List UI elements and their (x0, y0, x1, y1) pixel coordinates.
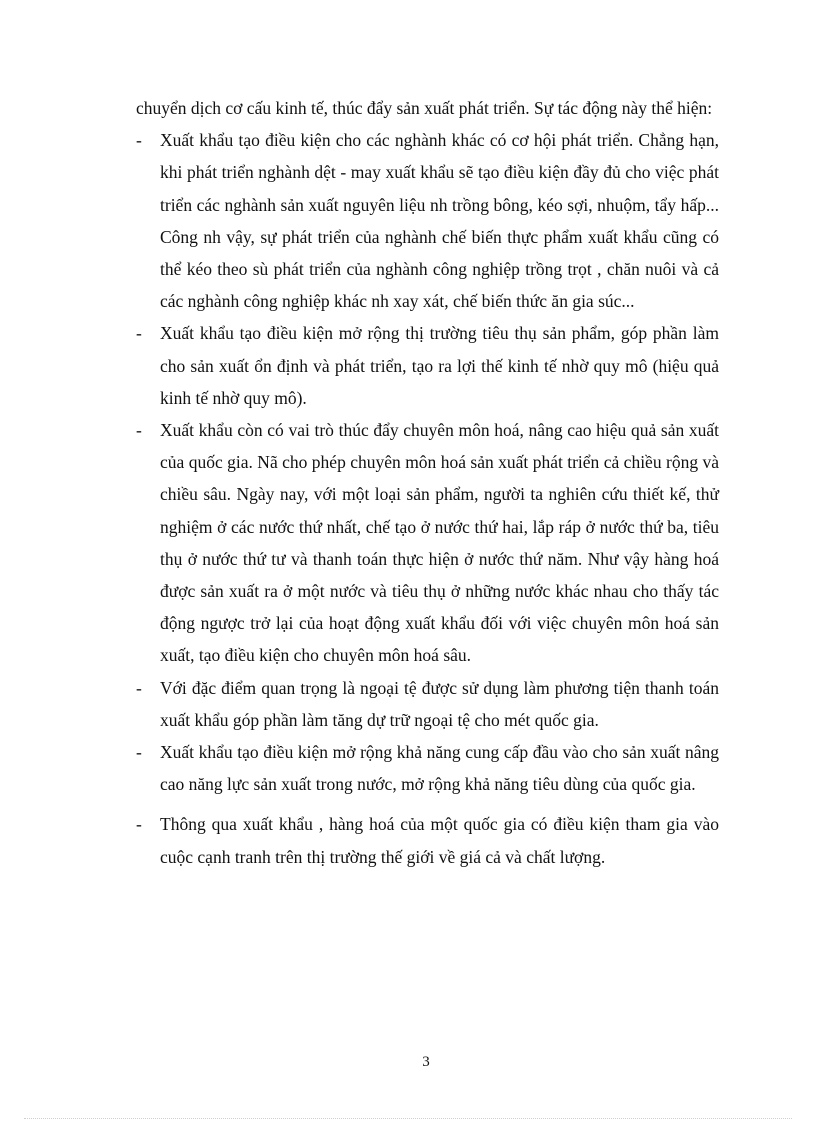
list-item (136, 414, 719, 672)
list-item-text: Thông qua xuất khẩu , hàng hoá của một quốc gia có điều kiện tham gia vào cuộc cạnh tranh trên thị trường thế giới về giá cả và chất lượng. (160, 814, 719, 867)
bullet-dash: - (136, 814, 142, 835)
list-item-text: Với đặc điểm quan trọng là ngoại tệ được sử dụng làm phương tiện thanh toán xuất khẩu góp phần làm tăng dự trữ ngoại tệ cho mét quốc gia. (160, 677, 719, 730)
list-item (136, 317, 719, 414)
bottom-divider (24, 1118, 792, 1119)
intro-paragraph: chuyển dịch cơ cấu kinh tế, thúc đẩy sản xuất phát triển. Sự tác động này thể hiện: (136, 98, 713, 118)
bullet-dash: - (136, 420, 142, 441)
list-item (136, 672, 719, 736)
bullet-dash: - (136, 323, 142, 344)
list-item-text: Xuất khẩu tạo điều kiện mở rộng khả năng cung cấp đầu vào cho sản xuất nâng cao năng lực sản xuất trong nước, mở rộng khả năng tiêu dùng của quốc gia. (160, 742, 719, 795)
list-item-text: Xuất khẩu tạo điều kiện cho các nghành khác có cơ hội phát triển. Chẳng hạn, khi phát triển nghành dệt - may xuất khẩu sẽ tạo điều kiện đầy đủ cho việc phát triển các nghành sản xuất nguyên liệu nh trồng bông, kéo sợi, nhuộm, tẩy hấp... Công nh vậy, sự phát triển của nghành chế biến thực phẩm xuất khẩu cũng có thể kéo theo sù phát triển của nghành công nghiệp trồng trọt , chăn nuôi và cả các nghành công nghiệp khác nh xay xát, chế biến thức ăn gia súc... (160, 130, 719, 312)
list-item (136, 808, 719, 872)
bullet-dash: - (136, 130, 142, 151)
list-item (136, 736, 719, 800)
list-item-text: Xuất khẩu còn có vai trò thúc đẩy chuyên môn hoá, nâng cao hiệu quả sản xuất của quốc gia. Nã cho phép chuyên môn hoá sản xuất phát triển cả chiều rộng và chiều sâu. Ngày nay, với một loại sản phẩm, người ta nghiên cứu thiết kế, thử nghiệm ở các nước thứ nhất, chế tạo ở nước thứ hai, lắp ráp ở nước thứ ba, tiêu thụ ở nước thứ tư và thanh toán thực hiện ở nước thứ năm. Như vậy hàng hoá được sản xuất ra ở một nước và tiêu thụ ở những nước khác nhau cho thấy tác động ngược trở lại của hoạt động xuất khẩu đối với việc chuyên môn hoá sản xuất, tạo điều kiện cho chuyên môn hoá sâu. (160, 420, 719, 666)
page-number: 3 (422, 1054, 430, 1070)
list-item (136, 124, 719, 317)
body-text (136, 92, 719, 873)
list-item-text: Xuất khẩu tạo điều kiện mở rộng thị trường tiêu thụ sản phẩm, góp phần làm cho sản xuất ổn định và phát triển, tạo ra lợi thế kinh tế nhờ quy mô (hiệu quả kinh tế nhờ quy mô). (160, 323, 719, 408)
bullet-dash: - (136, 742, 142, 763)
bullet-list (136, 124, 719, 873)
bullet-dash: - (136, 677, 142, 698)
